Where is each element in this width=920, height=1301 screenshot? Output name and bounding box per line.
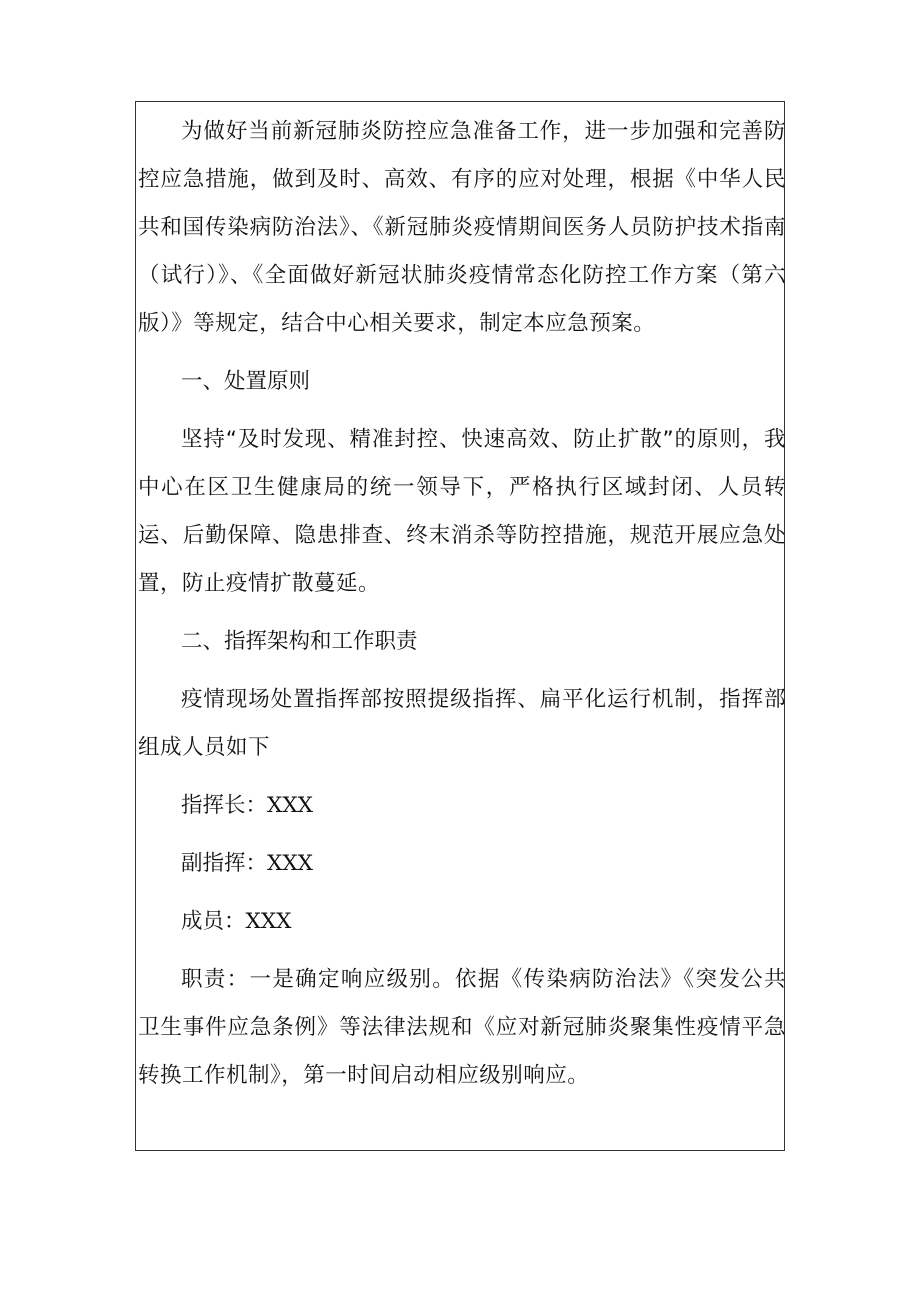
section-2-paragraph: 疫情现场处置指挥部按照提级指挥、扁平化运行机制，指挥部组成人员如下: [138, 687, 786, 760]
deputy-label: 副指挥：: [181, 851, 268, 876]
commander-label: 指挥长：: [181, 793, 268, 818]
deputy-value: XXX: [267, 851, 313, 876]
duties-paragraph: 职责：一是确定响应级别。依据《传染病防治法》《突发公共卫生事件应急条例》等法律法规和《应对新冠肺炎聚集性疫情平急转换工作机制》，第一时间启动相应级别响应。: [138, 967, 786, 1088]
member-label: 成员：: [181, 909, 246, 934]
member-line: [138, 898, 786, 946]
section-1-paragraph: 坚持“及时发现、精准封控、快速高效、防止扩散”的原则，我中心在区卫生健康局的统一领导下，严格执行区域封闭、人员转运、后勤保障、隐患排查、终末消杀等防控措施，规范开展应急处置，防止疫情扩散蔓延。: [138, 427, 786, 596]
document-body: [138, 108, 786, 1110]
section-1-heading: 一、处置原则: [181, 369, 311, 394]
deputy-line: [138, 840, 786, 888]
section-2-heading: 二、指挥架构和工作职责: [181, 629, 418, 654]
member-value: XXX: [245, 909, 292, 934]
commander-value: XXX: [267, 793, 313, 818]
commander-line: [138, 782, 786, 830]
intro-paragraph: 为做好当前新冠肺炎防控应急准备工作，进一步加强和完善防控应急措施，做到及时、高效、有序的应对处理，根据《中华人民共和国传染病防治法》、《新冠肺炎疫情期间医务人员防护技术指南（试行）》、《全面做好新冠状肺炎疫情常态化防控工作方案（第六版）》等规定，结合中心相关要求，制定本应急预案。: [138, 119, 786, 336]
